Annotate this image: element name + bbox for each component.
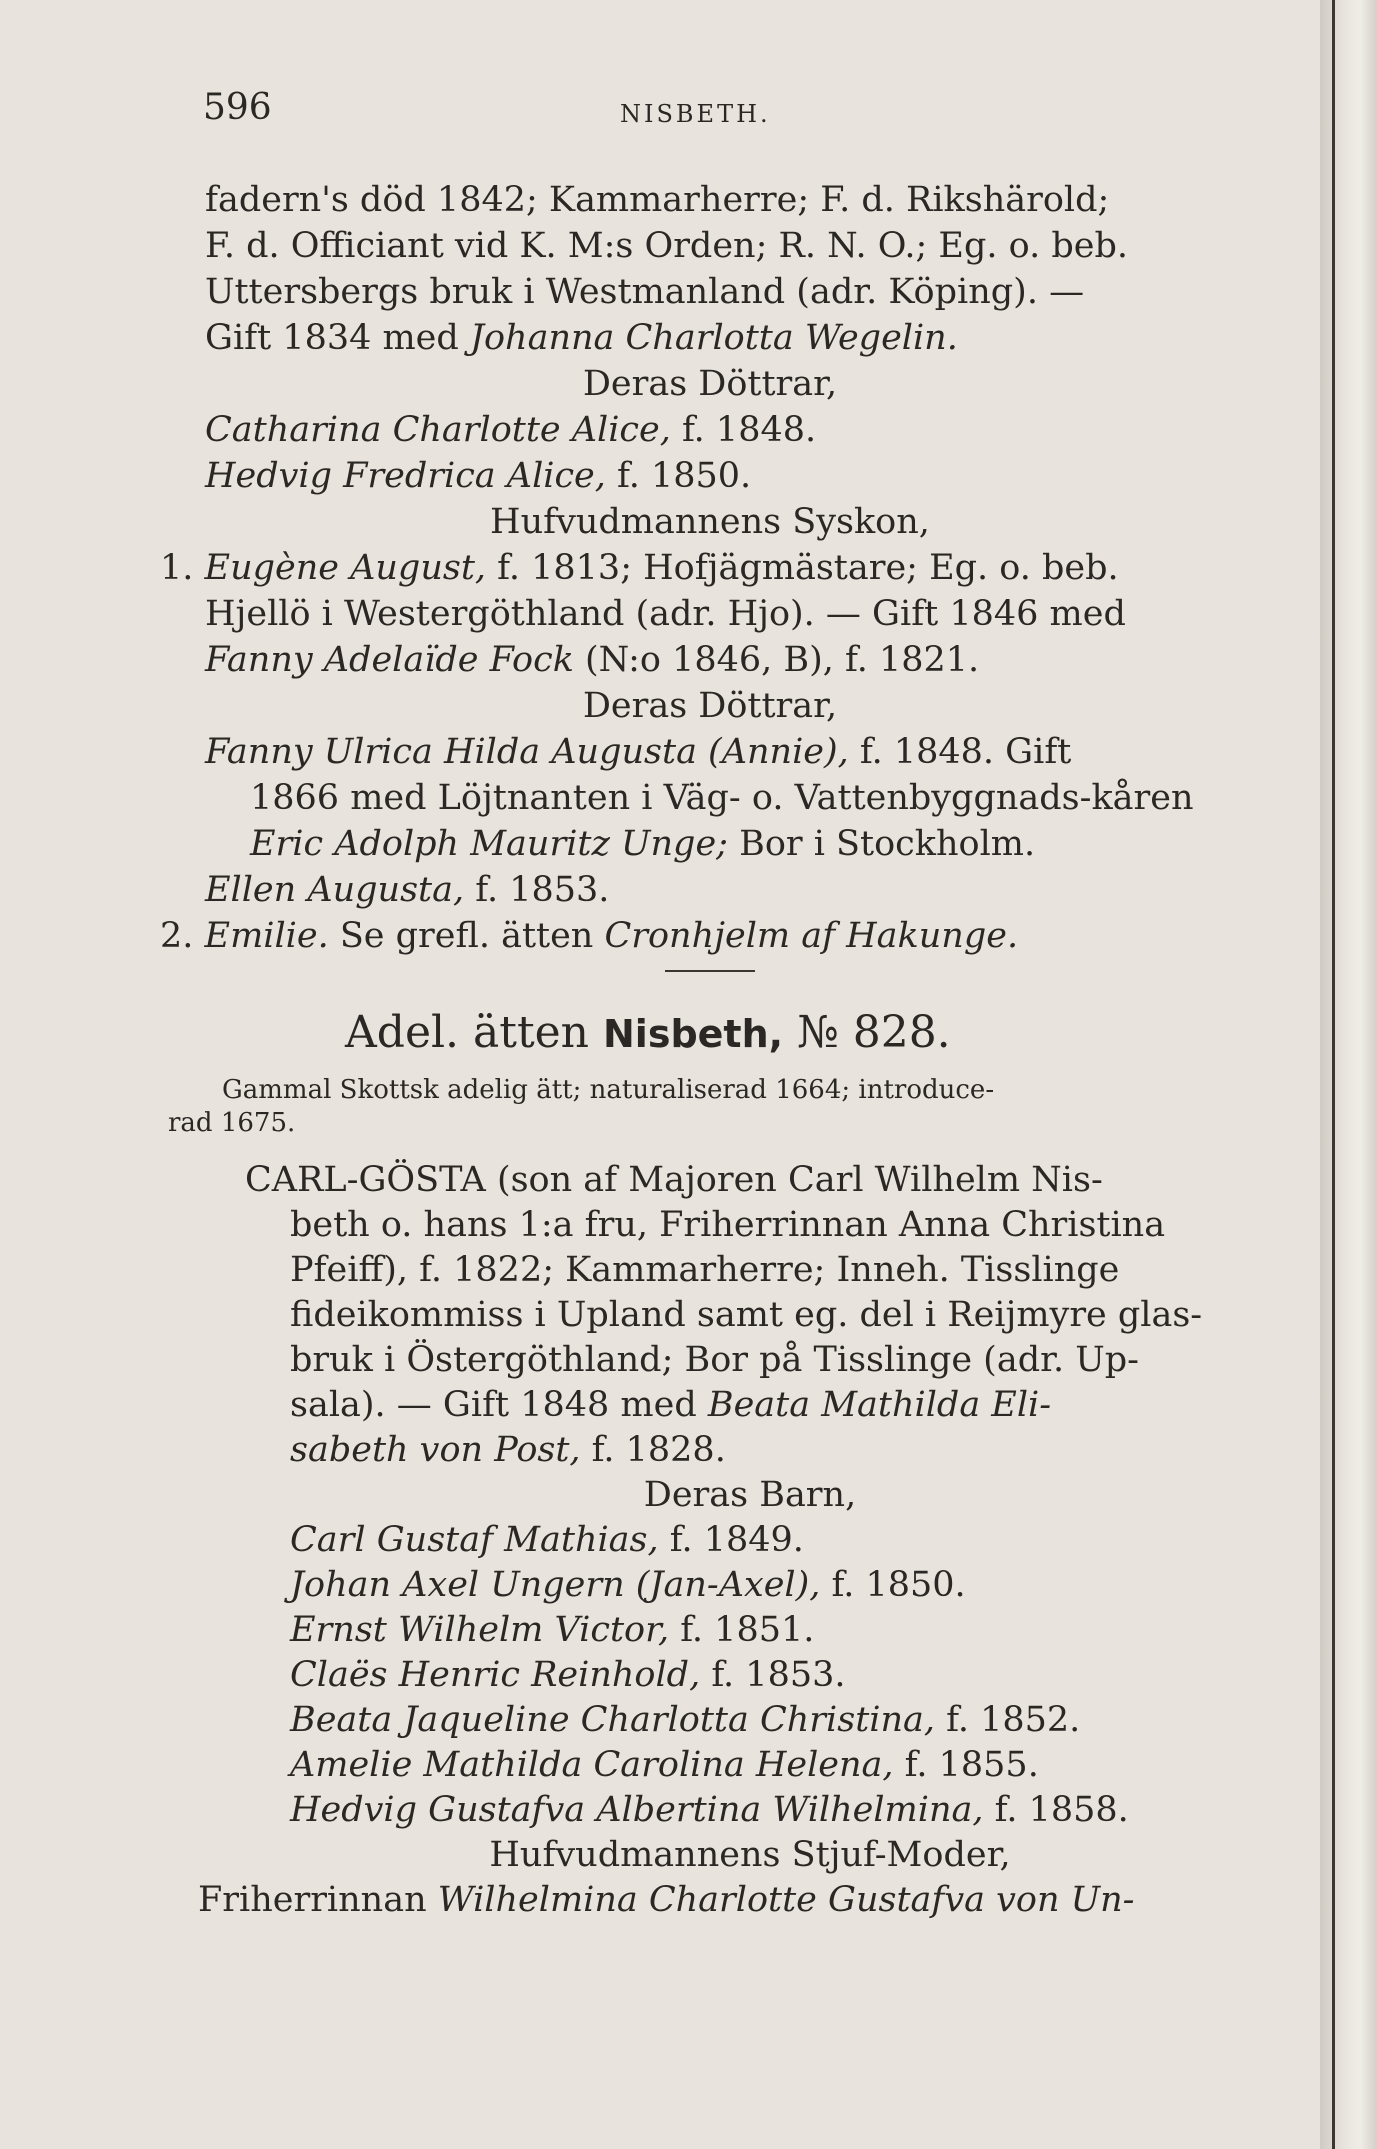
text-line: Uttersbergs bruk i Westmanland (adr. Köping). — xyxy=(205,272,1085,312)
text-line: Ellen Augusta, f. 1853. xyxy=(205,870,610,910)
text-line: Hjellö i Westergöthland (adr. Hjo). — Gift 1846 med xyxy=(205,594,1126,634)
text-line: Hedvig Gustafva Albertina Wilhelmina, f. 1858. xyxy=(290,1790,1129,1830)
text-line: Eric Adolph Mauritz Unge; Bor i Stockholm. xyxy=(250,824,1036,864)
text-line: CARL-GÖSTA (son af Majoren Carl Wilhelm Nis- xyxy=(245,1160,1103,1200)
text-line: Hedvig Fredrica Alice, f. 1850. xyxy=(205,456,752,496)
text-line: Carl Gustaf Mathias, f. 1849. xyxy=(290,1520,804,1560)
subheading: Hufvudmannens Syskon, xyxy=(490,502,930,542)
text-line: Beata Jaqueline Charlotta Christina, f. 1852. xyxy=(290,1700,1081,1740)
subheading: Hufvudmannens Stjuf-Moder, xyxy=(489,1835,1011,1875)
section-divider xyxy=(665,970,755,972)
text-line: sabeth von Post, f. 1828. xyxy=(290,1430,726,1470)
subheading: Deras Döttrar, xyxy=(582,686,838,726)
running-title: NISBETH. xyxy=(620,100,771,128)
text-line: Pfeiff), f. 1822; Kammarherre; Inneh. Tisslinge xyxy=(290,1250,1120,1290)
subheading: Deras Barn, xyxy=(643,1475,857,1515)
text-line: Ernst Wilhelm Victor, f. 1851. xyxy=(290,1610,815,1650)
book-spine xyxy=(1320,0,1377,2149)
text-line: beth o. hans 1:a fru, Friherrinnan Anna Christina xyxy=(290,1205,1166,1245)
text-line: Catharina Charlotte Alice, f. 1848. xyxy=(205,410,817,450)
text-line: F. d. Officiant vid K. M:s Orden; R. N. O.; Eg. o. beb. xyxy=(205,226,1128,266)
text-line: Friherrinnan Wilhelmina Charlotte Gustafva von Un- xyxy=(198,1880,1135,1920)
subheading: Deras Döttrar, xyxy=(582,364,838,404)
text-line: 1. Eugène August, f. 1813; Hofjägmästare; Eg. o. beb. xyxy=(160,548,1119,588)
section-intro: Gammal Skottsk adelig ätt; naturaliserad 1664; introduce- xyxy=(222,1075,995,1105)
spine-edge xyxy=(1332,0,1335,2149)
text-line: Gift 1834 med Johanna Charlotta Wegelin. xyxy=(205,318,958,358)
text-line: Fanny Ulrica Hilda Augusta (Annie), f. 1848. Gift xyxy=(205,732,1072,772)
text-line: 1866 med Löjtnanten i Väg- o. Vattenbyggnads-kåren xyxy=(250,778,1194,818)
text-line: sala). — Gift 1848 med Beata Mathilda Eli- xyxy=(290,1385,1052,1425)
page-number: 596 xyxy=(203,87,272,128)
section-intro: rad 1675. xyxy=(168,1108,296,1138)
text-line: fideikommiss i Upland samt eg. del i Reijmyre glas- xyxy=(290,1295,1203,1335)
text-line: bruk i Östergöthland; Bor på Tisslinge (adr. Up- xyxy=(290,1340,1139,1380)
text-line: Fanny Adelaïde Fock (N:o 1846, B), f. 1821. xyxy=(205,640,980,680)
section-title: Adel. ätten Nisbeth, № 828. xyxy=(345,1007,951,1058)
text-line: Amelie Mathilda Carolina Helena, f. 1855. xyxy=(290,1745,1039,1785)
text-line: 2. Emilie. Se grefl. ätten Cronhjelm af Hakunge. xyxy=(160,916,1019,956)
text-line: Johan Axel Ungern (Jan-Axel), f. 1850. xyxy=(290,1565,966,1605)
text-line: Claës Henric Reinhold, f. 1853. xyxy=(290,1655,846,1695)
text-line: fadern's död 1842; Kammarherre; F. d. Rikshärold; xyxy=(205,180,1110,220)
